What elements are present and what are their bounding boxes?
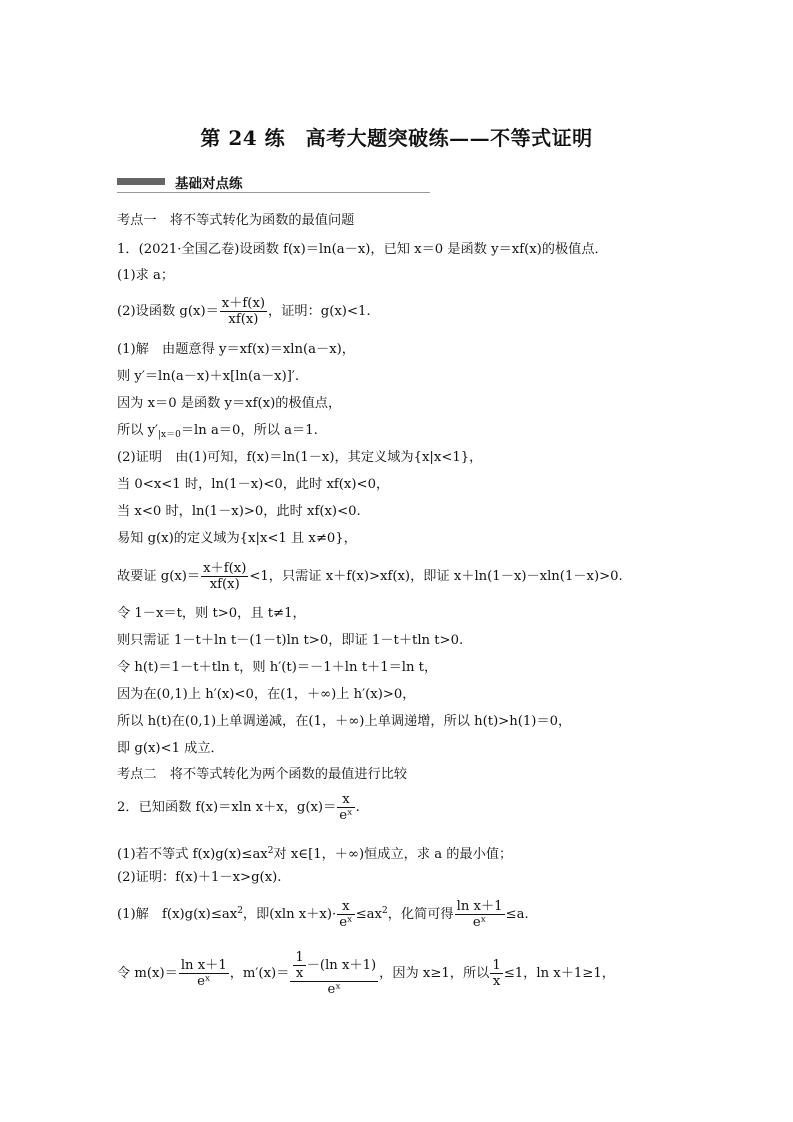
text: 故要证 g(x)＝ xyxy=(117,569,201,584)
fraction xyxy=(337,899,354,930)
text: 2．已知函数 f(x)＝xln x＋x，g(x)＝ xyxy=(117,800,337,815)
text: 所以 y′ xyxy=(117,423,159,438)
text: ≤ax xyxy=(355,907,382,922)
text: ，证明：g(x)<1. xyxy=(268,304,371,319)
fraction xyxy=(179,958,229,989)
solution-1-line xyxy=(117,561,623,592)
solution-1-line: 即 g(x)<1 成立． xyxy=(117,741,224,756)
section-label: 基础对点练 xyxy=(175,176,243,192)
numerator: ln x＋1 xyxy=(180,958,227,973)
text: (2)设函数 g(x)＝ xyxy=(117,304,219,319)
text: (1)解 f(x)g(x)≤ax xyxy=(117,907,238,922)
text: ，m′(x)＝ xyxy=(229,966,290,981)
text: ≤1，ln x＋1≥1， xyxy=(503,966,615,981)
problem-2-statement xyxy=(117,792,360,823)
denominator: x xyxy=(295,966,304,981)
numerator: x xyxy=(337,899,354,915)
text: －(ln x＋1) xyxy=(306,958,377,973)
denominator: xf(x) xyxy=(228,312,259,327)
solution-1-line: 令 1－x＝t，则 t>0，且 t≠1， xyxy=(117,606,306,621)
fraction xyxy=(290,950,378,997)
solution-1-line: (2)证明 由(1)可知，f(x)＝ln(1－x)，其定义域为{x|x<1}， xyxy=(117,450,483,465)
text: . xyxy=(355,800,360,815)
text: (1)若不等式 f(x)g(x)≤ax xyxy=(117,847,268,862)
solution-1-line: 则 y′＝ln(a－x)＋x[ln(a－x)]′. xyxy=(117,369,300,384)
numerator: x＋f(x) xyxy=(203,561,247,576)
section-stripe xyxy=(117,178,165,185)
fraction xyxy=(490,958,502,989)
solution-1-line: 所以 h(t)在(0,1)上单调递减，在(1，＋∞)上单调递增，所以 h(t)>h(1)＝0， xyxy=(117,714,572,729)
page-title: 第 24 练 高考大题突破练——不等式证明 xyxy=(200,126,593,150)
topic-two-heading: 考点二 将不等式转化为两个函数的最值进行比较 xyxy=(117,767,408,782)
text: 令 m(x)＝ xyxy=(117,966,178,981)
numerator: x＋f(x) xyxy=(221,296,266,311)
solution-1-line: 因为在(0,1)上 h′(x)<0，在(1，＋∞)上 h′(x)>0， xyxy=(117,687,416,702)
superscript: 2 xyxy=(267,846,274,856)
fraction xyxy=(201,561,248,592)
numerator: ln x＋1 xyxy=(456,899,503,914)
solution-1-line: (1)解 由题意得 y＝xf(x)＝xln(a－x)， xyxy=(117,342,355,357)
text: ，即(xln x＋x)· xyxy=(242,907,337,922)
denominator: x xyxy=(492,974,501,989)
numerator: 1 xyxy=(492,958,501,973)
denominator: eˣ xyxy=(327,982,341,997)
text: ，因为 x≥1，所以 xyxy=(379,966,490,981)
fraction xyxy=(337,792,354,823)
fraction xyxy=(293,950,305,981)
solution-1-line: 易知 g(x)的定义域为{x|x<1 且 x≠0}， xyxy=(117,531,357,546)
denominator: xf(x) xyxy=(209,577,240,592)
text: ＝ln a＝0，所以 a＝1. xyxy=(180,423,318,438)
problem-1-statement: 1．(2021·全国乙卷)设函数 f(x)＝ln(a－x)，已知 x＝0 是函数 y＝xf(x)的极值点． xyxy=(117,242,608,257)
problem-1-question-2 xyxy=(117,296,371,327)
topic-one-heading: 考点一 将不等式转化为函数的最值问题 xyxy=(117,213,355,228)
solution-1-line: 则只需证 1－t＋ln t－(1－t)ln t>0，即证 1－t＋tln t>0. xyxy=(117,633,464,648)
numerator xyxy=(290,950,378,982)
fraction xyxy=(455,899,505,930)
solution-2-line xyxy=(117,950,615,997)
solution-1-line: 当 x<0 时，ln(1－x)>0，此时 xf(x)<0. xyxy=(117,504,361,519)
solution-1-line: 因为 x＝0 是函数 y＝xf(x)的极值点， xyxy=(117,396,342,411)
problem-1-question-1: (1)求 a； xyxy=(117,268,175,283)
fraction xyxy=(220,296,267,327)
solution-1-line: 令 h(t)＝1－t＋tln t，则 h′(t)＝－1＋ln t＋1＝ln t， xyxy=(117,660,438,675)
solution-2-line xyxy=(117,899,529,930)
text: 对 x∈[1，＋∞)恒成立，求 a 的最小值； xyxy=(273,847,513,862)
text: ≤a. xyxy=(505,907,529,922)
problem-2-question-2: (2)证明：f(x)＋1－x>g(x). xyxy=(117,870,282,885)
text: ，化简可得 xyxy=(387,907,454,922)
problem-2-question-1 xyxy=(117,843,512,863)
denominator: eˣ xyxy=(197,974,211,989)
solution-1-line: 当 0<x<1 时，ln(1－x)<0，此时 xf(x)<0， xyxy=(117,477,390,492)
subscript: |x＝0 xyxy=(158,430,181,440)
denominator: eˣ xyxy=(339,808,353,823)
numerator: x xyxy=(337,792,354,808)
denominator: eˣ xyxy=(339,915,353,930)
section-header xyxy=(117,172,430,193)
text: <1，只需证 x＋f(x)>xf(x)，即证 x＋ln(1－x)－xln(1－x)>0. xyxy=(249,569,623,584)
superscript: 2 xyxy=(381,906,388,916)
numerator: 1 xyxy=(295,950,304,965)
denominator: eˣ xyxy=(472,915,487,930)
solution-1-line xyxy=(117,423,318,443)
superscript: 2 xyxy=(237,906,243,916)
